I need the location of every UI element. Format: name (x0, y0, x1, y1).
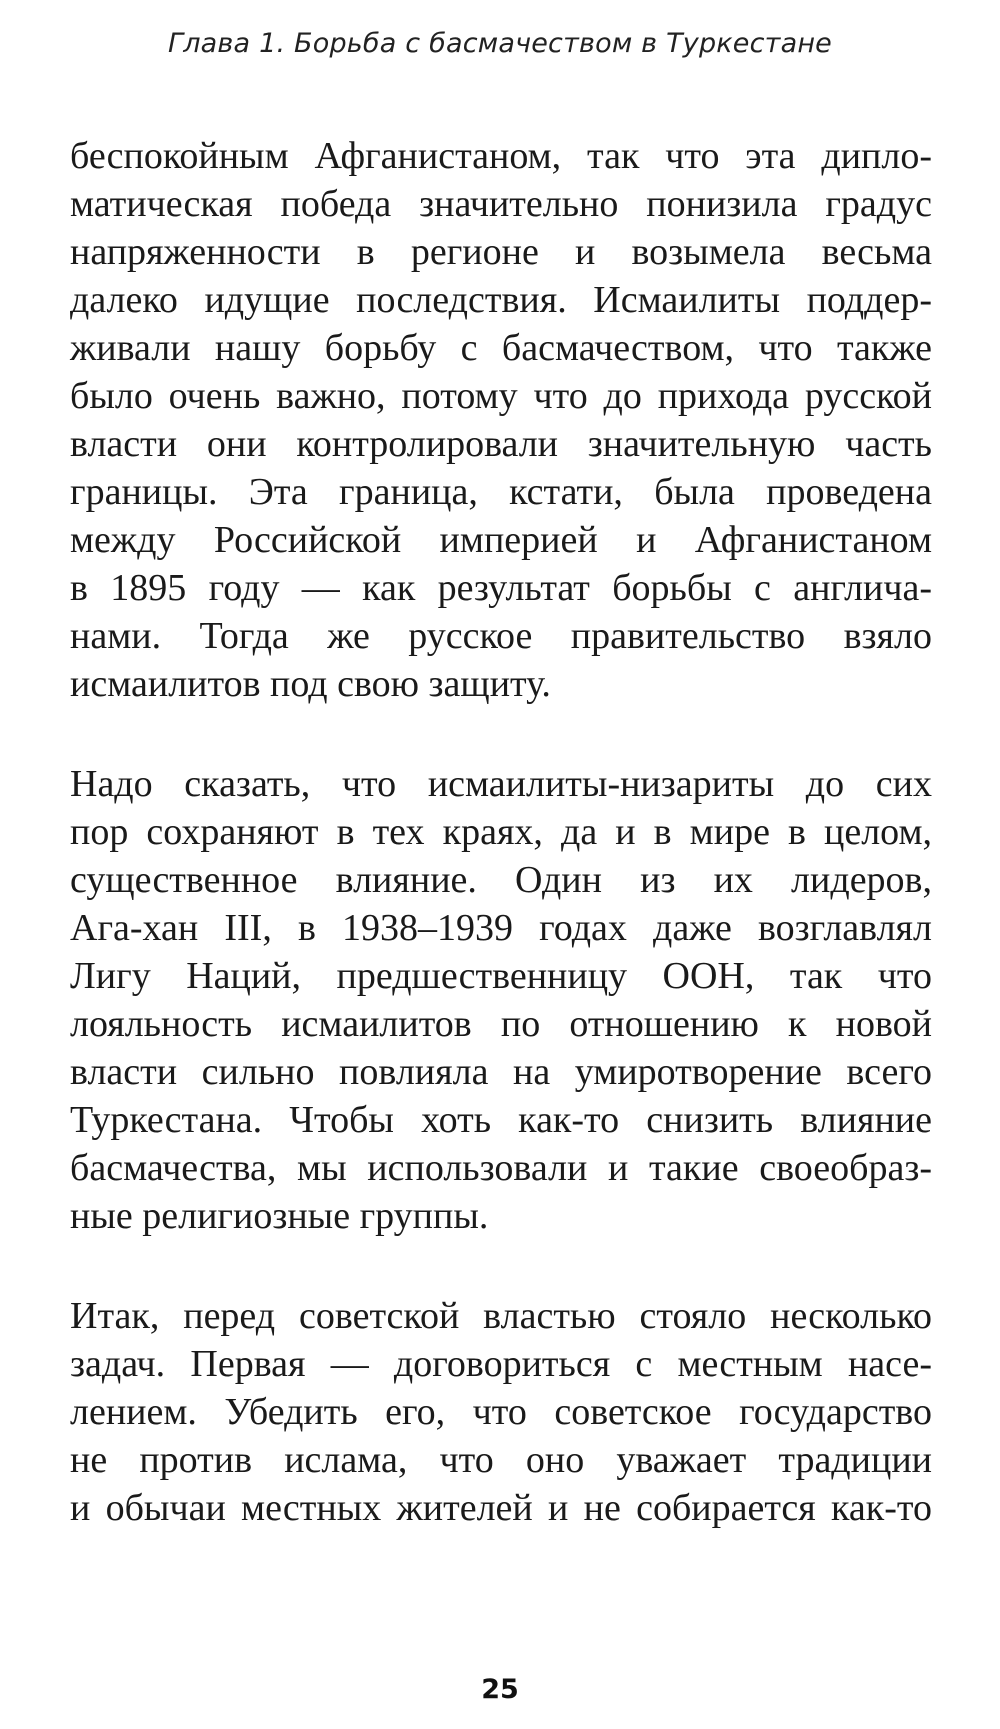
text-line: лением. Убедить его, что советское государство (70, 1391, 932, 1433)
text-line: лояльность исмаилитов по отношению к новой (70, 1003, 932, 1045)
text-line: беспокойным Афганистаном, так что эта дипло- (70, 135, 932, 177)
text-line: далеко идущие последствия. Исмаилиты поддер- (70, 279, 932, 321)
text-line: напряженности в регионе и возымела весьма (70, 231, 932, 273)
text-line: пор сохраняют в тех краях, да и в мире в целом, (70, 811, 932, 853)
page-number: 25 (481, 1674, 519, 1705)
text-line: нами. Тогда же русское правительство взяло (70, 615, 932, 657)
text-line: матическая победа значительно понизила градус (70, 183, 932, 225)
text-line: живали нашу борьбу с басмачеством, что также (70, 327, 932, 369)
text-line: басмачества, мы использовали и такие своеобраз- (70, 1147, 932, 1189)
text-line: между Российской империей и Афганистаном (70, 519, 932, 561)
text-line: Ага-хан III, в 1938–1939 годах даже возглавлял (70, 907, 932, 949)
text-line: Лигу Наций, предшественницу ООН, так что (70, 955, 932, 997)
text-line: и обычаи местных жителей и не собирается как-то (70, 1487, 932, 1529)
text-line: в 1895 году — как результат борьбы с англича- (70, 567, 932, 609)
text-line: задач. Первая — договориться с местным насе- (70, 1343, 932, 1385)
text-line: Туркестана. Чтобы хоть как-то снизить влияние (70, 1099, 932, 1141)
paragraph-1 (70, 132, 932, 708)
text-line: Итак, перед советской властью стояло несколько (70, 1295, 932, 1337)
paragraph-3 (70, 1292, 932, 1532)
text-line: ные религиозные группы. (70, 1195, 489, 1237)
text-line: исмаилитов под свою защиту. (70, 663, 551, 705)
text-line: власти они контролировали значительную часть (70, 423, 932, 465)
text-line: власти сильно повлияла на умиротворение всего (70, 1051, 932, 1093)
running-head: Глава 1. Борьба с басмачеством в Туркестане (167, 28, 832, 59)
text-line: Надо сказать, что исмаилиты-низариты до сих (70, 763, 932, 805)
text-line: было очень важно, потому что до прихода русской (70, 375, 932, 417)
paragraph-2 (70, 760, 932, 1240)
text-line: существенное влияние. Один из их лидеров, (70, 859, 932, 901)
text-line: не против ислама, что оно уважает традиции (70, 1439, 932, 1481)
text-line: границы. Эта граница, кстати, была проведена (70, 471, 932, 513)
body-text (70, 132, 932, 1584)
